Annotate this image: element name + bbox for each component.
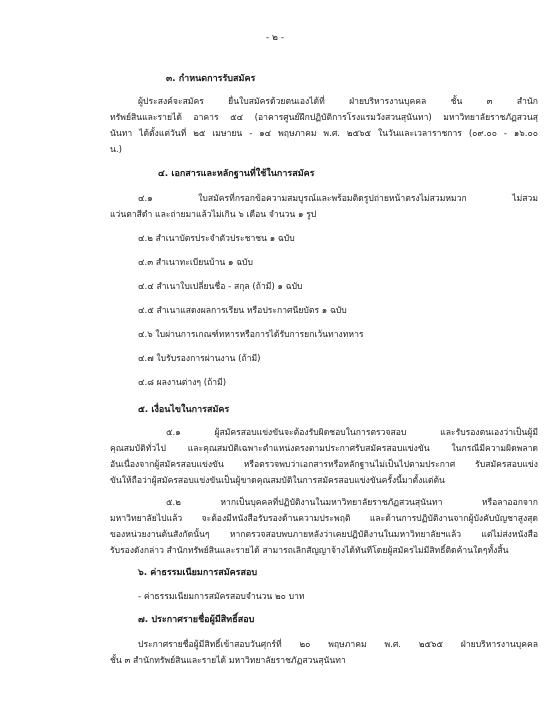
section-5-p2-line: ของหน่วยงานต้นสังกัดนั้นๆ หากตรวจสอบพบภายหลังว่าเคยปฏิบัติงานในมหาวิทยาลัยฯแล้ว แต่ไม่ส่งหนังสือ <box>110 530 538 540</box>
section-6-heading: ๖. ค่าธรรมเนียมการสมัครสอบ <box>138 568 258 578</box>
page-number: - ๒ - <box>265 33 285 43</box>
section-4-item: ๔.๖ ใบผ่านการเกณฑ์ทหารหรือการได้รับการยกเว้นทางทหาร <box>138 330 364 340</box>
section-4-heading: ๔. เอกสารและหลักฐานที่ใช้ในการสมัคร <box>158 169 315 179</box>
section-4-item: ๔.๘ ผลงานต่างๆ (ถ้ามี) <box>138 378 227 388</box>
section-4-item: ๔.๓ สำเนาทะเบียนบ้าน ๑ ฉบับ <box>138 258 253 268</box>
section-4-line-2: แว่นตาสีดำ และถ่ายมาแล้วไม่เกิน ๖ เดือน จำนวน ๑ รูป <box>110 210 317 220</box>
section-3-line-2: ทรัพย์สินและรายได้ อาคาร ๕๔ (อาคารศูนย์ฝึกปฏิบัติการโรงแรมวังสวนสุนันทา) มหาวิทยาลัยราชภัฏสวนสุ <box>110 113 538 123</box>
section-3-line-3: นันทา ได้ตั้งแต่วันที่ ๒๕ เมษายน - ๑๔ พฤษภาคม พ.ศ. ๒๕๖๕ ในวันและเวลาราชการ (๐๙.๐๐ - ๑๖.๐๐ <box>110 129 538 139</box>
section-4-item: ๔.๔ สำเนาใบเปลี่ยนชื่อ - สกุล (ถ้ามี) ๑ ฉบับ <box>138 282 303 292</box>
section-7-line-1: ประกาศรายชื่อผู้มีสิทธิ์เข้าสอบวันศุกร์ที่ ๒๐ พฤษภาคม พ.ศ. ๒๕๖๕ ฝ่ายบริหารงานบุคคล <box>138 640 538 650</box>
section-3-line-4: น.) <box>110 145 122 155</box>
section-4-item: ๔.๕ สำเนาแสดงผลการเรียน หรือประกาศนียบัตร ๑ ฉบับ <box>138 306 347 316</box>
section-4-item: ๔.๒ สำเนาบัตรประจำตัวประชาชน ๑ ฉบับ <box>138 234 295 244</box>
section-5-p2-line: ๕.๒ หากเป็นบุคคลที่ปฏิบัติงานในมหาวิทยาลัยราชภัฏสวนสุนันทา หรือลาออกจาก <box>166 498 538 508</box>
section-5-p2-line: มหาวิทยาลัยไปแล้ว จะต้องมีหนังสือรับรองด้านความประพฤติ และด้านการปฏิบัติงานจากผู้บังคับบัญชาสูงสุด <box>110 514 538 524</box>
section-3-line-1: ผู้ประสงค์จะสมัคร ยื่นใบสมัครด้วยตนเองได้ที่ ฝ่ายบริหารงานบุคคล ชั้น ๓ สำนัก <box>138 97 538 107</box>
section-5-p1-line: ๕.๑ ผู้สมัครสอบแข่งขันจะต้องรับผิดชอบในการตรวจสอบ และรับรองตนเองว่าเป็นผู้มี <box>166 428 538 438</box>
section-5-p2-line: รับรองดังกล่าว สำนักทรัพย์สินและรายได้ สามารถเลิกสัญญาจ้างได้ทันทีโดยผู้สมัครไม่มีสิทธิ์ติดค้านใดๆทั้งสิ้น <box>110 546 509 556</box>
section-3-heading: ๓. กำหนดการรับสมัคร <box>166 74 256 84</box>
section-5-p1-line: อันเนื่องจากผู้สมัครสอบแข่งขัน หรือตรวจพบว่าเอกสารหรือหลักฐานไม่เป็นไปตามประกาศ รับสมัครสอบแข่ง <box>110 460 538 470</box>
section-6-line: - ค่าธรรมเนียมการสมัครสอบจำนวน ๒๐ บาท <box>138 592 305 602</box>
section-4-item: ๔.๗ ใบรับรองการผ่านงาน (ถ้ามี) <box>138 354 261 364</box>
section-4-line-1: ๔.๑ ใบสมัครที่กรอกข้อความสมบูรณ์และพร้อมติดรูปถ่ายหน้าตรงไม่สวมหมวก ไม่สวม <box>138 194 538 204</box>
section-7-line-2: ชั้น ๓ สำนักทรัพย์สินและรายได้ มหาวิทยาลัยราชภัฏสวนสุนันทา <box>110 656 346 666</box>
section-5-p1-line: ขันให้ถือว่าผู้สมัครสอบแข่งขันเป็นผู้ขาดคุณสมบัติในการสมัครสอบแข่งขันครั้งนี้มาตั้งแต่ต้น <box>110 476 445 486</box>
section-7-heading: ๗. ประกาศรายชื่อผู้มีสิทธิ์สอบ <box>138 615 255 625</box>
section-5-heading: ๕. เงื่อนไขในการสมัคร <box>138 405 230 415</box>
section-5-p1-line: คุณสมบัติทั่วไป และคุณสมบัติเฉพาะตำแหน่งตรงตามประกาศรับสมัครสอบแข่งขัน ในกรณีมีความผิดพลาด <box>110 444 538 454</box>
